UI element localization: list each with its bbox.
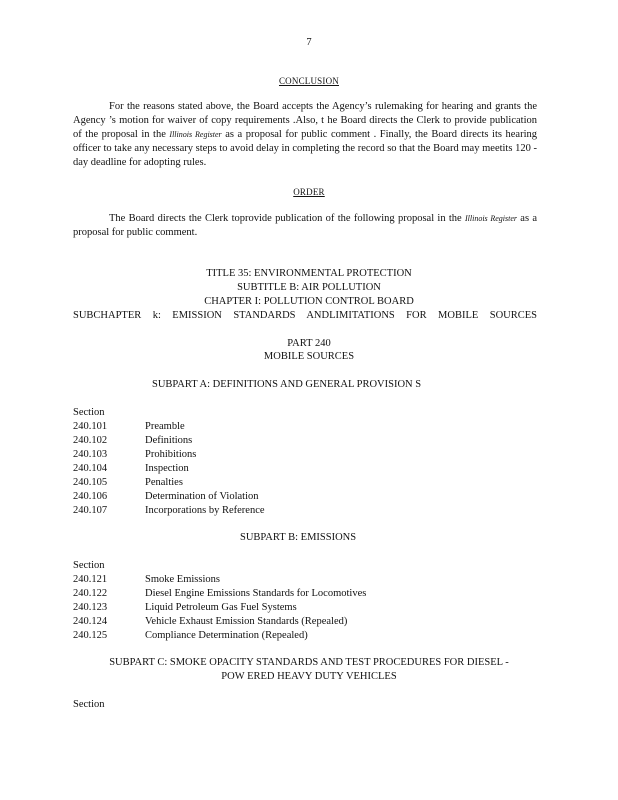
order-paragraph (73, 212, 537, 240)
section-number: 240.105 (73, 477, 108, 488)
order-heading: ORDER (293, 187, 325, 197)
section-title: Liquid Petroleum Gas Fuel Systems (145, 602, 297, 613)
section-number: 240.125 (73, 630, 108, 641)
section-title: Compliance Determination (Repealed) (145, 630, 308, 641)
section-title: Inspection (145, 463, 189, 474)
section-number: 240.107 (73, 505, 108, 516)
section-title: Prohibitions (145, 449, 197, 460)
subpart-a-heading: SUBPART A: DEFINITIONS AND GENERAL PROVISION S (152, 379, 422, 390)
subchapter-line: SUBCHAPTER k: EMISSION STANDARDS ANDLIMITATIONS FOR MOBILE SOURCES (73, 310, 537, 321)
section-title: Penalties (145, 477, 183, 488)
section-number: 240.103 (73, 449, 108, 460)
subpart-c-heading-2: POW ERED HEAVY DUTY VEHICLES (221, 671, 397, 682)
section-number: 240.106 (73, 491, 108, 502)
order-heading-wrap (0, 185, 618, 200)
conclusion-heading-wrap (0, 74, 618, 89)
section-title: Preamble (145, 421, 185, 432)
section-number: 240.122 (73, 588, 108, 599)
section-number: 240.123 (73, 602, 108, 613)
part-name-line: MOBILE SOURCES (263, 351, 355, 362)
order-text-end: as a proposal for public comment. (73, 213, 537, 238)
section-title: Definitions (145, 435, 193, 446)
order-text: The Board directs the Clerk toprovide publication of the following proposal in the (109, 213, 465, 224)
section-label: Section (73, 407, 105, 418)
section-number: 240.102 (73, 435, 108, 446)
page-number: 7 (306, 37, 312, 48)
subtitle-line: SUBTITLE B: AIR POLLUTION (237, 282, 381, 293)
title-line: TITLE 35: ENVIRONMENTAL PROTECTION (206, 268, 412, 279)
conclusion-paragraph (73, 100, 537, 170)
subpart-c-heading: SUBPART C: SMOKE OPACITY STANDARDS AND TEST PROCEDURES FOR DIESEL - (109, 657, 509, 668)
section-label: Section (73, 699, 105, 710)
section-title: Vehicle Exhaust Emission Standards (Repealed) (145, 616, 348, 627)
section-title: Determination of Violation (145, 491, 259, 502)
conclusion-heading: CONCLUSION (278, 76, 339, 86)
chapter-line: CHAPTER I: POLLUTION CONTROL BOARD (204, 296, 414, 307)
section-title: Smoke Emissions (145, 574, 220, 585)
conclusion-text: For the reasons stated above, the Board accepts the Agency’s rulemaking for hearing and grants the Agency ’s motion for waiver of copy requirements .Also, t he Board directs the Clerk to provide publication of the proposal in the (73, 101, 537, 140)
subpart-b-heading: SUBPART B: EMISSIONS (240, 532, 357, 543)
conclusion-text-end: as a proposal for public comment . Finally, the Board directs its hearing officer to take any necessary steps to avoid delay in completing the record so that the Board may meetits 120 - day deadline for adopting rules. (73, 129, 537, 168)
section-title: Incorporations by Reference (145, 505, 265, 516)
section-number: 240.124 (73, 616, 108, 627)
section-number: 240.121 (73, 574, 108, 585)
part-line: PART 240 (287, 338, 331, 349)
order-italic: Illinois Register (465, 214, 517, 223)
section-title: Diesel Engine Emissions Standards for Locomotives (145, 588, 367, 599)
conclusion-italic: Illinois Register (169, 130, 222, 139)
section-label: Section (73, 560, 105, 571)
section-number: 240.101 (73, 421, 108, 432)
section-number: 240.104 (73, 463, 108, 474)
